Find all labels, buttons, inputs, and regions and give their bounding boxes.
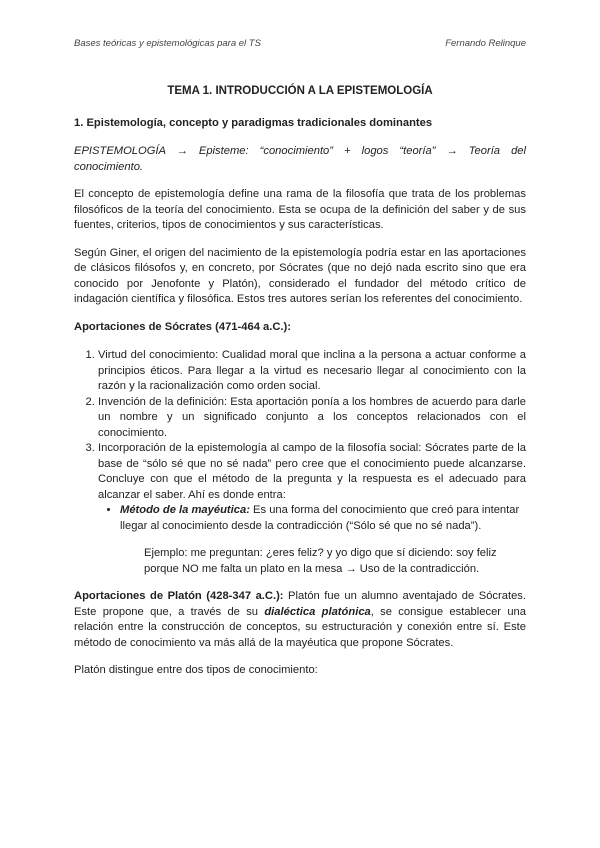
socrates-list: [74, 348, 526, 577]
mayeutica-term: Método de la mayéutica:: [120, 504, 250, 516]
platon-text-b: , se consigue establecer una relación entre la construcción de conceptos, su estructuración y conexión entre sí. Este método de conocimiento va más allá de la mayéutica que propone Sócrates.: [74, 605, 526, 649]
page-header: [74, 38, 526, 49]
platon-paragraph: [74, 589, 526, 651]
dialectica-term: dialéctica platónica: [264, 605, 371, 618]
list-item: [98, 441, 526, 577]
document-body: [74, 84, 526, 691]
bullet-list: [98, 503, 526, 534]
mayeutica-text: Es una forma del conocimiento que creó para intentar llegar al conocimiento desde la contradicción (“Sólo sé que no sé nada”).: [120, 504, 520, 532]
etymology-paragraph: EPISTEMOLOGÍA → Episteme: “conocimiento” + logos “teoría” → Teoría del conocimiento.: [74, 145, 526, 173]
platon-closing: Platón distingue entre dos tipos de conocimiento:: [74, 664, 318, 676]
list-item-text: Incorporación de la epistemología al campo de la filosofía social: Sócrates parte de la base de “sólo sé que no sé nada” pero cree que el conocimiento puede alcanzarse. Concluye con que el método de la pregunta y la respuesta es el adecuado para alcanzar el saber. Ahí es donde entra:: [98, 442, 526, 501]
list-item: 1. Virtud del conocimiento: Cualidad moral que inclina a la persona a actuar conforme a principios éticos. Para llegar a la virtud es necesario llegar al conocimiento con la razón y la racionalización como orden social.: [98, 348, 526, 395]
paragraph-definition: El concepto de epistemología define una rama de la filosofía que trata de los problemas filosóficos de la teoría del conocimiento. Esta se ocupa de la definición del saber y de sus fuentes, criterios, tipos de conocimientos y sus características.: [74, 188, 526, 231]
mayeutica-bullet: [120, 503, 526, 534]
header-course-title: Bases teóricas y epistemológicas para el TS: [74, 38, 261, 49]
paragraph-giner: Según Giner, el origen del nacimiento de la epistemología podría estar en las aportaciones de clásicos filósofos y, en concreto, por Sócrates (que no dejó nada escrito sino que era conocido por Jenofonte y Platón), considerado el fundador del método crítico de indagación científica y filosófica. Estos tres autores serían los referentes del conocimiento.: [74, 246, 526, 305]
section-heading: 1. Epistemología, concepto y paradigmas tradicionales dominantes: [74, 116, 433, 129]
header-author: Fernando Relinque: [445, 38, 526, 49]
socrates-heading: Aportaciones de Sócrates (471-464 a.C.):: [74, 320, 291, 333]
platon-heading: Aportaciones de Platón (428-347 a.C.):: [74, 590, 284, 602]
page-title: TEMA 1. INTRODUCCIÓN A LA EPISTEMOLOGÍA: [167, 85, 433, 97]
example-paragraph: Ejemplo: me preguntan: ¿eres feliz? y yo digo que sí diciendo: soy feliz porque NO me falta un plato en la mesa → Uso de la contradicción.: [144, 547, 497, 575]
platon-text-a: Platón fue un alumno aventajado de Sócrates. Este propone que, a través de su: [74, 590, 526, 618]
list-item: 2. Invención de la definición: Esta aportación ponía a los hombres de acuerdo para darle un nombre y un significado conjunto a los conceptos relacionados con el conocimiento.: [98, 395, 526, 442]
